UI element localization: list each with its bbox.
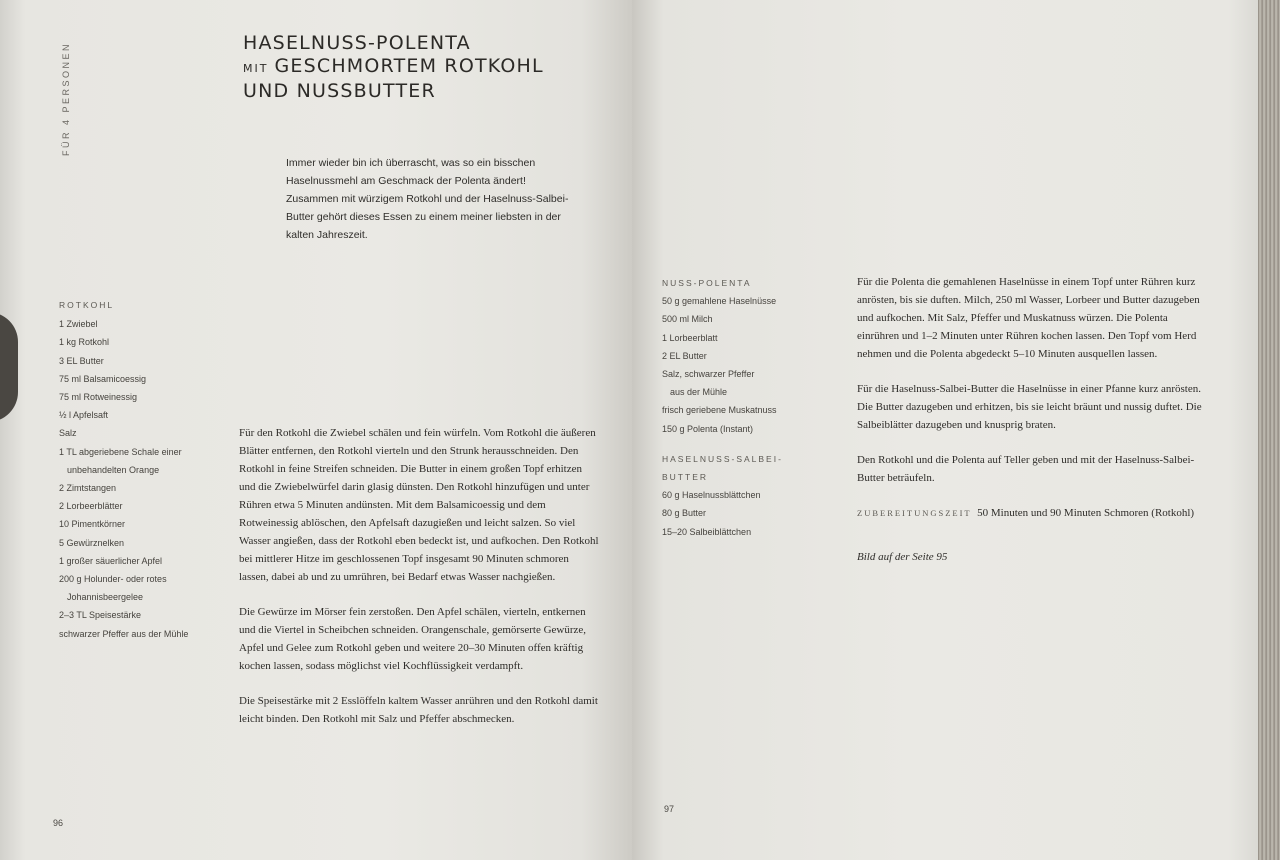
ingredient-item: Salz, schwarzer Pfeffer — [662, 369, 755, 380]
ingredient-item: Johannisbeergelee — [67, 592, 144, 603]
right-page — [632, 0, 1260, 860]
instruction-paragraph: Die Speisestärke mit 2 Esslöffeln kaltem Wasser anrühren und den Rotkohl damit leicht binden. Den Rotkohl mit Salz und Pfeffer abschmecken. — [239, 695, 598, 725]
ingredient-item: Salz — [59, 428, 77, 439]
title-line-2-text: GESCHMORTEM ROTKOHL — [274, 55, 544, 77]
title-line-3: UND NUSSBUTTER — [243, 80, 436, 102]
left-page — [0, 0, 632, 860]
instruction-paragraph: Den Rotkohl und die Polenta auf Teller geben und mit der Haselnuss-Salbei-Butter beträufeln. — [857, 454, 1195, 484]
butter-heading-line-2: BUTTER — [662, 472, 708, 483]
ingredient-item: 500 ml Milch — [662, 314, 713, 325]
ingredient-item: 75 ml Balsamicoessig — [59, 373, 147, 384]
ingredient-item: 1 TL abgeriebene Schale einer — [59, 446, 182, 457]
ingredient-item: 15–20 Salbeiblättchen — [662, 526, 752, 537]
ingredient-item: frisch geriebene Muskatnuss — [662, 405, 777, 416]
ingredient-item: aus der Mühle — [670, 387, 728, 398]
background-object — [0, 312, 18, 422]
ingredient-item: 5 Gewürznelken — [59, 537, 125, 548]
title-mit: MIT — [243, 62, 269, 75]
polenta-ingredients — [662, 274, 832, 541]
title-line-2 — [243, 55, 544, 80]
page-number-right: 97 — [664, 804, 675, 814]
rotkohl-ingredients — [59, 296, 239, 643]
prep-time-value: 50 Minuten und 90 Minuten Schmoren (Rotkohl) — [977, 507, 1195, 519]
ingredient-item: 200 g Holunder- oder rotes — [59, 574, 167, 585]
instruction-paragraph: Für den Rotkohl die Zwiebel schälen und fein würfeln. Vom Rotkohl die äußeren Blätter entfernen, den Rotkohl vierteln und den Strunk herausschneiden. Den Rotkohl in feine Streifen schneiden. Die Butter in einem großen Topf erhitzen und die Zwiebelwürfel darin glasig dünsten. Den Rotkohl hinzufügen und unter Rühren etwa 5 Minuten andünsten. Mit dem Balsamicoessig und dem Rotweinessig ablöschen, den Apfelsaft dazugießen und leicht salzen. So viel Wasser angießen, dass der Rotkohl eben bedeckt ist, und aufkochen. Den Rotkohl bei mittlerer Hitze im geschlossenen Topf insgesamt 90 Minuten schmoren lassen, dabei ab und zu umrühren, bei Bedarf etwas Wasser nachgießen. — [239, 427, 599, 583]
title-line-1: HASELNUSS-POLENTA — [243, 32, 471, 54]
page-number-left: 96 — [53, 818, 64, 828]
ingredient-item: 150 g Polenta (Instant) — [662, 423, 754, 434]
ingredient-item: ½ l Apfelsaft — [59, 410, 109, 421]
rotkohl-heading: ROTKOHL — [59, 300, 115, 310]
ingredient-item: 2–3 TL Speisestärke — [59, 610, 142, 621]
prep-time-label: ZUBEREITUNGSZEIT — [857, 508, 972, 518]
recipe-title — [243, 32, 544, 103]
prep-time — [857, 504, 1209, 522]
intro-text: Immer wieder bin ich überrascht, was so ein bisschen Haselnussmehl am Geschmack der Polenta ändert! Zusammen mit würzigem Rotkohl und der Haselnuss-Salbei-Butter gehört dieses Essen zu einem meiner liebsten in der kalten Jahreszeit. — [286, 157, 569, 241]
ingredient-item: 2 Zimtstangen — [59, 483, 117, 494]
ingredient-item: 10 Pimentkörner — [59, 519, 126, 530]
ingredient-item: 1 Lorbeerblatt — [662, 332, 718, 343]
ingredient-item: 1 kg Rotkohl — [59, 337, 110, 348]
ingredient-item: 2 EL Butter — [662, 350, 707, 361]
instruction-paragraph: Für die Polenta die gemahlenen Haselnüsse in einem Topf unter Rühren kurz anrösten, bis sie duften. Milch, 250 ml Wasser, Lorbeer und Butter dazugeben und aufkochen. Mit Salz, Pfeffer und Muskatnuss würzen. Die Polenta einrühren und 1–2 Minuten unter Rühren kochen lassen. Den Topf vom Herd nehmen und die Polenta abgedeckt 5–10 Minuten ausquellen lassen. — [857, 276, 1200, 360]
ingredient-item: 1 Zwiebel — [59, 319, 98, 330]
ingredient-item: 80 g Butter — [662, 508, 707, 519]
ingredient-item: 60 g Haselnussblättchen — [662, 490, 761, 501]
butter-heading-line-1: HASELNUSS-SALBEI- — [662, 453, 783, 464]
rotkohl-instructions — [239, 424, 599, 745]
ingredient-item: 75 ml Rotweinessig — [59, 392, 138, 403]
ingredient-item: unbehandelten Orange — [67, 464, 160, 475]
ingredient-item: schwarzer Pfeffer aus der Mühle — [59, 628, 189, 639]
picture-reference: Bild auf der Seite 95 — [857, 551, 948, 563]
instruction-paragraph: Die Gewürze im Mörser fein zerstoßen. Den Apfel schälen, vierteln, entkernen und die Viertel in Scheibchen schneiden. Orangenschale, gemörserte Gewürze, Apfel und Gelee zum Rotkohl geben und weitere 20–30 Minuten offen kräftig kochen lassen, sodass möglichst viel Kochflüssigkeit verdampft. — [239, 606, 587, 672]
book-page-edges — [1258, 0, 1280, 860]
serving-label: FÜR 4 PERSONEN — [61, 41, 71, 156]
ingredient-item: 50 g gemahlene Haselnüsse — [662, 296, 777, 307]
ingredient-item: 3 EL Butter — [59, 355, 104, 366]
instruction-paragraph: Für die Haselnuss-Salbei-Butter die Haselnüsse in einer Pfanne kurz anrösten. Die Butter dazugeben und erhitzen, bis sie leicht bräunt und nussig duftet. Die Salbeiblätter dazugeben und knusprig braten. — [857, 383, 1202, 431]
polenta-heading: NUSS-POLENTA — [662, 278, 752, 288]
polenta-instructions — [857, 273, 1209, 583]
ingredient-item: 2 Lorbeerblätter — [59, 501, 123, 512]
ingredient-item: 1 großer säuerlicher Apfel — [59, 555, 163, 566]
